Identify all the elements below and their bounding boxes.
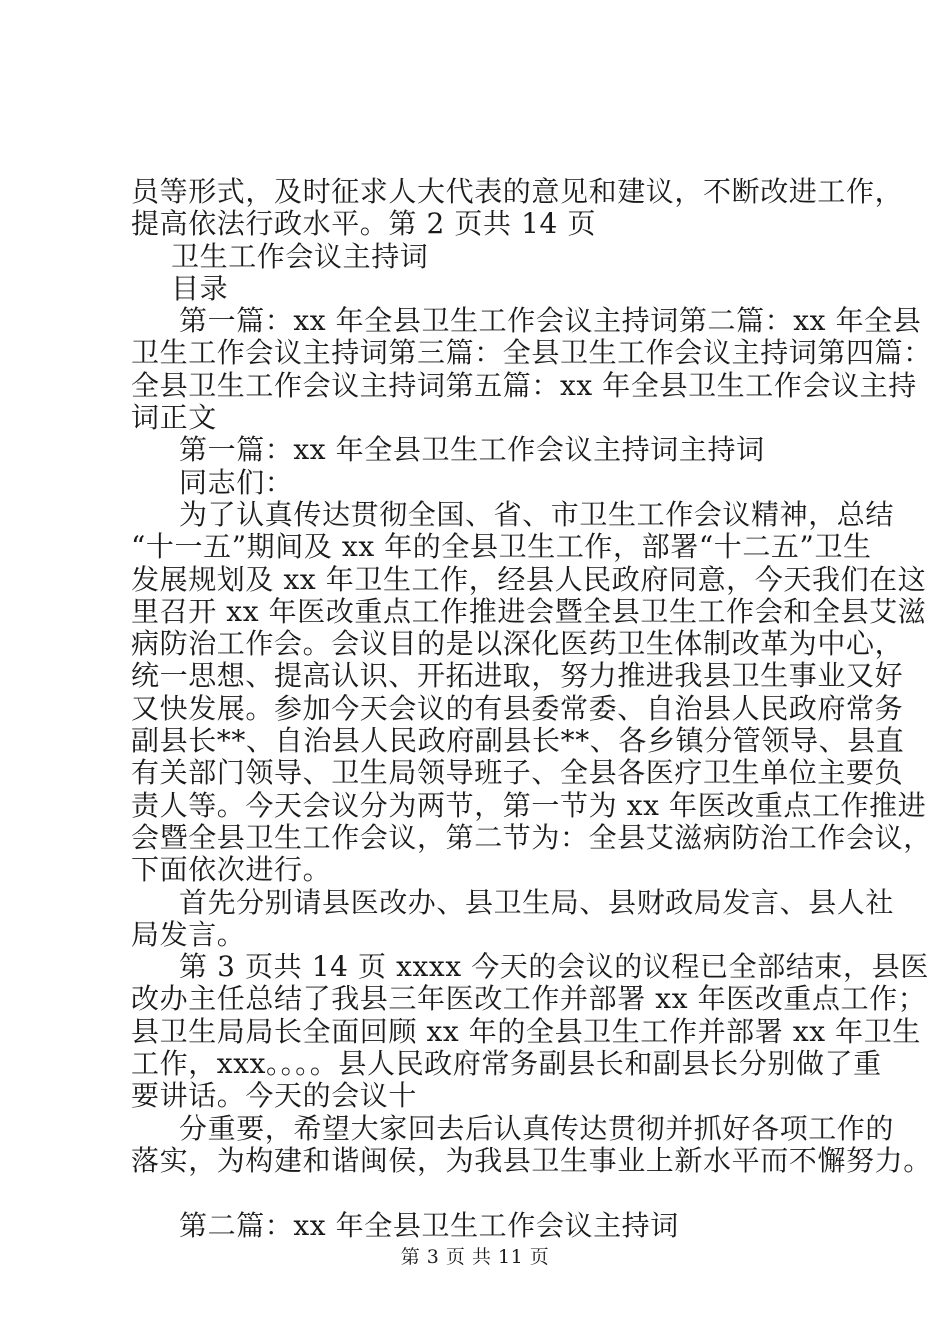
toc-line: 卫生工作会议主持词第三篇：全县卫生工作会议主持词第四篇： bbox=[131, 336, 932, 370]
body-line: 发展规划及 xx 年卫生工作，经县人民政府同意，今天我们在这 bbox=[131, 562, 927, 596]
body-line: 员等形式，及时征求人大代表的意见和建议，不断改进工作， bbox=[131, 175, 904, 208]
body-line: 会暨全县卫生工作会议，第二节为：全县艾滋病防治工作会议， bbox=[131, 820, 932, 854]
body-line: 有关部门领导、卫生局领导班子、全县各医疗卫生单位主要负 bbox=[131, 756, 904, 790]
page-footer: 第 3 页 共 11 页 bbox=[400, 1246, 550, 1268]
body-line: 下面依次进行。 bbox=[131, 853, 332, 887]
body-line: 责人等。今天会议分为两节，第一节为 xx 年医改重点工作推进 bbox=[131, 788, 927, 822]
chapter-title: 第一篇：xx 年全县卫生工作会议主持词主持词 bbox=[179, 433, 765, 467]
body-line: 县卫生局局长全面回顾 xx 年的全县卫生工作并部署 xx 年卫生 bbox=[131, 1014, 921, 1048]
body-line: 要讲话。今天的会议十 bbox=[131, 1079, 418, 1113]
chapter-title: 第二篇：xx 年全县卫生工作会议主持词 bbox=[179, 1208, 679, 1242]
document-body bbox=[131, 175, 932, 1242]
body-line: 第 3 页共 14 页 xxxx 今天的会议的议程已全部结束，县医 bbox=[179, 950, 929, 984]
body-line: 统一思想、提高认识、开拓进取，努力推进我县卫生事业又好 bbox=[131, 659, 904, 693]
body-line: 为了认真传达贯彻全国、省、市卫生工作会议精神，总结 bbox=[179, 497, 895, 531]
toc-heading: 目录 bbox=[171, 271, 229, 305]
toc-line: 第一篇：xx 年全县卫生工作会议主持词第二篇：xx 年全县 bbox=[179, 304, 922, 338]
body-line: 又快发展。参加今天会议的有县委常委、自治县人民政府常务 bbox=[131, 691, 904, 725]
body-line: 病防治工作会。会议目的是以深化医药卫生体制改革为中心， bbox=[131, 627, 904, 661]
body-line: “十一五”期间及 xx 年的全县卫生工作，部署“十二五”卫生 bbox=[131, 530, 872, 564]
body-line: 首先分别请县医改办、县卫生局、县财政局发言、县人社 bbox=[179, 885, 895, 919]
body-line: 局发言。 bbox=[131, 917, 246, 951]
body-line: 分重要，希望大家回去后认真传达贯彻并抓好各项工作的 bbox=[179, 1111, 895, 1145]
toc-line: 词正文 bbox=[131, 401, 217, 435]
body-line: 里召开 xx 年医改重点工作推进会暨全县卫生工作会和全县艾滋 bbox=[131, 594, 927, 628]
body-line: 提高依法行政水平。第 2 页共 14 页 bbox=[131, 207, 597, 241]
section-heading: 卫生工作会议主持词 bbox=[171, 239, 429, 273]
blank-line bbox=[131, 1177, 841, 1209]
body-line: 副县长**、自治县人民政府副县长**、各乡镇分管领导、县直 bbox=[131, 724, 905, 758]
body-line: 工作，xxx。。。。县人民政府常务副县长和副县长分别做了重 bbox=[131, 1047, 882, 1081]
body-line: 改办主任总结了我县三年医改工作并部署 xx 年医改重点工作； bbox=[131, 982, 927, 1016]
body-line: 落实，为构建和谐闽侯，为我县卫生事业上新水平而不懈努力。 bbox=[131, 1143, 932, 1177]
salutation: 同志们： bbox=[179, 465, 294, 499]
toc-line: 全县卫生工作会议主持词第五篇：xx 年全县卫生工作会议主持 bbox=[131, 368, 917, 402]
